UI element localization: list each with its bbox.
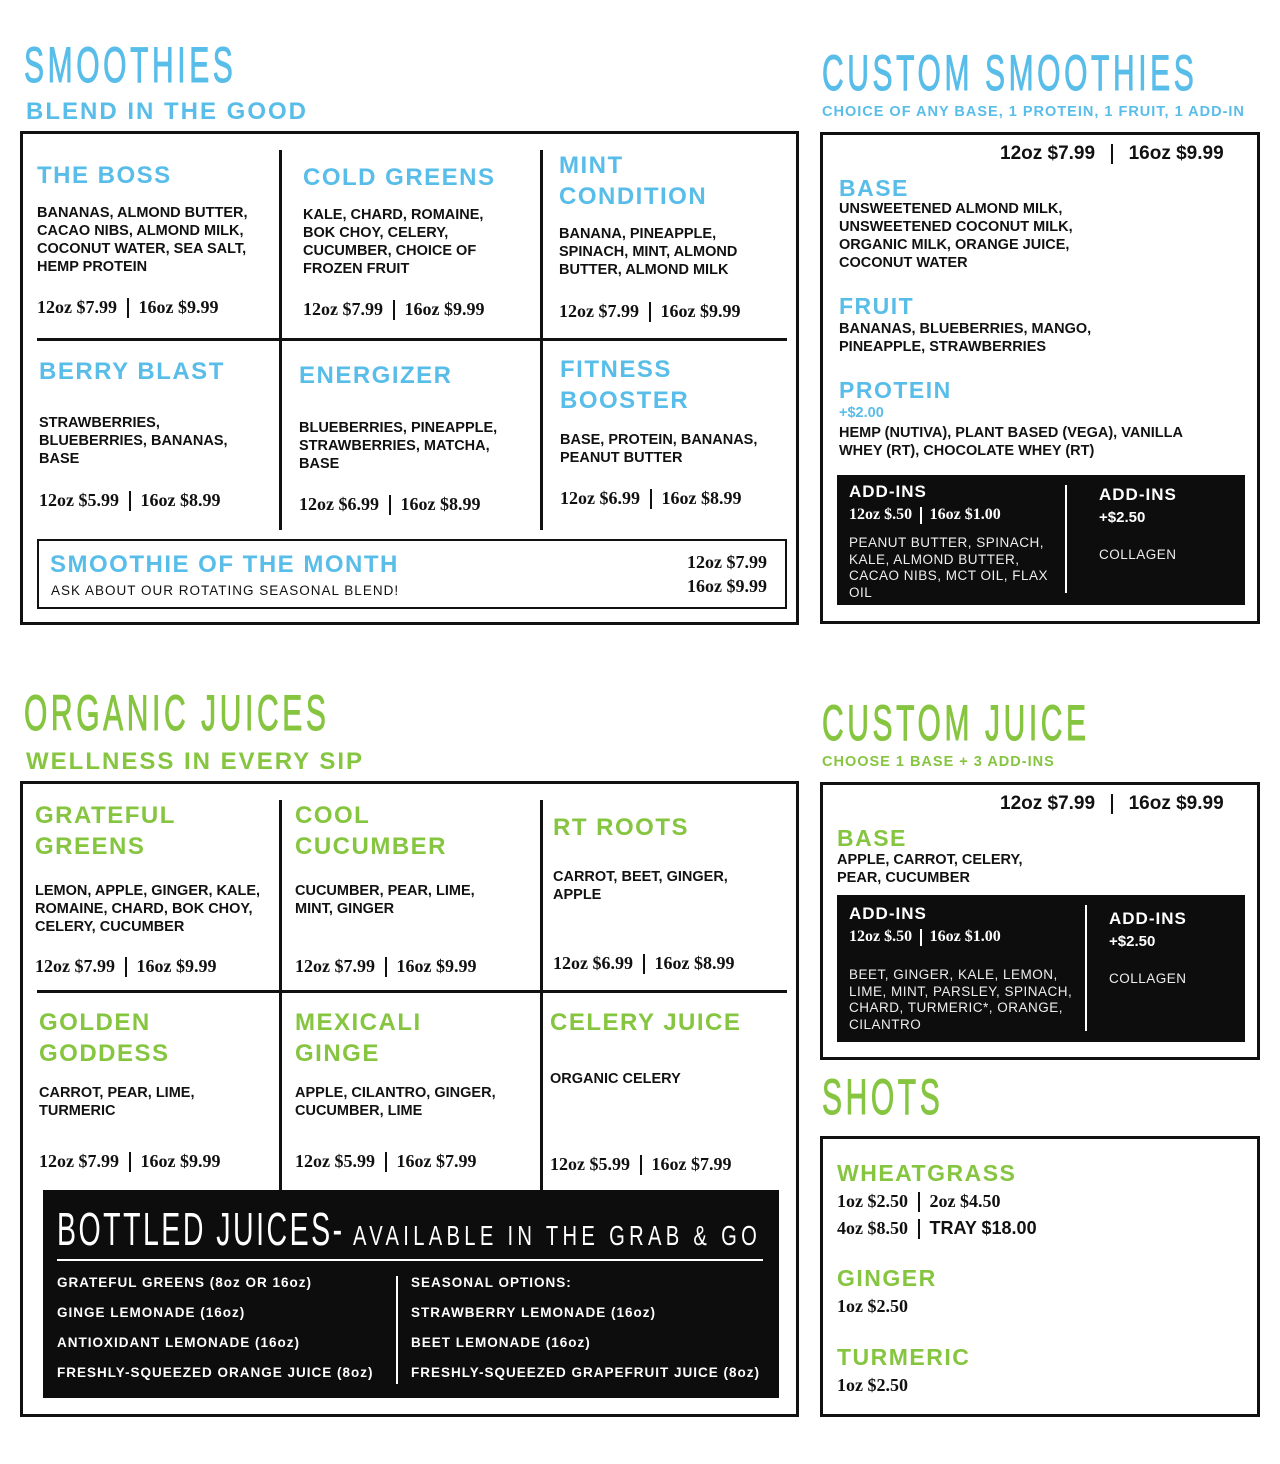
smoothie-of-month-title: SMOOTHIE OF THE MONTH (50, 551, 399, 578)
base-label: BASE (839, 175, 909, 201)
shot-name: GINGER (837, 1265, 937, 1291)
smoothie-of-month-price-16: 16oz $9.99 (687, 576, 767, 596)
menu-item-desc: KALE, CHARD, ROMAINE, BOK CHOY, CELERY, CUCUMBER, CHOICE OF FROZEN FRUIT (303, 207, 484, 277)
menu-item-price: 12oz $7.99 16oz $9.99 (295, 956, 477, 976)
premium-addins-text: COLLAGEN (1109, 971, 1187, 986)
menu-item-name: THE BOSS (37, 162, 172, 189)
menu-item-name: MEXICALI GINGE (295, 1009, 422, 1067)
addins-text: PEANUT BUTTER, SPINACH, KALE, ALMOND BUTTER, CACAO NIBS, MCT OIL, FLAX OIL (849, 535, 1049, 600)
base-text: UNSWEETENED ALMOND MILK, UNSWEETENED COCONUT MILK, ORGANIC MILK, ORANGE JUICE, COCONUT WATER (839, 201, 1073, 271)
bottled-juices-title: BOTTLED JUICES- (57, 1203, 345, 1255)
menu-item-name: COLD GREENS (303, 164, 496, 191)
menu-item-price: 12oz $7.99 16oz $9.99 (303, 299, 485, 319)
premium-addins-price: +$2.50 (1099, 509, 1146, 526)
grid-divider (279, 800, 282, 1190)
smoothie-of-month-desc: ASK ABOUT OUR ROTATING SEASONAL BLEND! (51, 583, 400, 598)
menu-item-price: 12oz $7.99 16oz $9.99 (35, 956, 217, 976)
fruit-text: BANANAS, BLUEBERRIES, MANGO, PINEAPPLE, STRAWBERRIES (839, 321, 1092, 355)
addins-divider (1065, 485, 1067, 593)
addins-label: ADD-INS (849, 904, 927, 923)
custom-juice-price: 12oz $7.99 16oz $9.99 (1000, 793, 1224, 814)
bottled-item: GRATEFUL GREENS (8oz OR 16oz) (57, 1275, 313, 1290)
custom-smoothies-panel (820, 132, 1260, 624)
bottled-item: FRESHLY-SQUEEZED ORANGE JUICE (8oz) (57, 1365, 374, 1380)
menu-item-desc: CARROT, BEET, GINGER, APPLE (553, 869, 728, 903)
juices-title: ORGANIC JUICES (24, 685, 330, 741)
addins-price: 12oz $.50 16oz $1.00 (849, 928, 1001, 945)
shot-name: WHEATGRASS (837, 1160, 1017, 1186)
menu-item-price: 12oz $5.99 16oz $7.99 (295, 1151, 477, 1171)
shot-price: 1oz $2.50 (837, 1296, 908, 1316)
addins-box (837, 895, 1245, 1042)
menu-item-price: 12oz $7.99 16oz $9.99 (37, 297, 219, 317)
custom-smoothies-price: 12oz $7.99 16oz $9.99 (1000, 143, 1224, 164)
menu-item-price: 12oz $5.99 16oz $7.99 (550, 1154, 732, 1174)
menu-item-desc: STRAWBERRIES, BLUEBERRIES, BANANAS, BASE (39, 415, 228, 467)
addins-label: ADD-INS (849, 482, 927, 501)
menu-item-price: 12oz $6.99 16oz $8.99 (560, 488, 742, 508)
menu-item-price: 12oz $7.99 16oz $9.99 (39, 1151, 221, 1171)
custom-smoothies-subtitle: CHOICE OF ANY BASE, 1 PROTEIN, 1 FRUIT, 1 ADD-IN (822, 104, 1245, 120)
menu-item-desc: APPLE, CILANTRO, GINGER, CUCUMBER, LIME (295, 1085, 496, 1119)
juices-panel (20, 781, 799, 1417)
grid-divider (37, 990, 787, 993)
menu-item-price: 12oz $5.99 16oz $8.99 (39, 490, 221, 510)
shot-price: 4oz $8.50 TRAY $18.00 (837, 1218, 1037, 1238)
grid-divider (37, 338, 787, 341)
menu-item-desc: LEMON, APPLE, GINGER, KALE, ROMAINE, CHARD, BOK CHOY, CELERY, CUCUMBER (35, 883, 261, 935)
menu-item-desc: CUCUMBER, PEAR, LIME, MINT, GINGER (295, 883, 475, 917)
bottled-item: STRAWBERRY LEMONADE (16oz) (411, 1305, 657, 1320)
premium-addins-label: ADD-INS (1099, 485, 1177, 504)
shot-name: TURMERIC (837, 1344, 971, 1370)
smoothie-of-month-box (37, 539, 787, 609)
menu-item-name: COOL CUCUMBER (295, 802, 447, 860)
menu-item-desc: BASE, PROTEIN, BANANAS, PEANUT BUTTER (560, 432, 758, 466)
custom-smoothies-title: CUSTOM SMOOTHIES (822, 45, 1198, 101)
bottled-item: BEET LEMONADE (16oz) (411, 1335, 591, 1350)
bottled-underline (57, 1259, 763, 1261)
menu-item-desc: BANANA, PINEAPPLE, SPINACH, MINT, ALMOND BUTTER, ALMOND MILK (559, 226, 738, 278)
bottled-juices-header (57, 1203, 920, 1255)
menu-item-name: GRATEFUL GREENS (35, 802, 176, 860)
bottled-juices-subtitle: AVAILABLE IN THE GRAB & GO (353, 1220, 762, 1251)
smoothies-title: SMOOTHIES (24, 37, 237, 93)
menu-item-name: BERRY BLAST (39, 358, 225, 385)
juices-subtitle: WELLNESS IN EVERY SIP (26, 748, 365, 775)
base-text: APPLE, CARROT, CELERY, PEAR, CUCUMBER (837, 852, 1023, 886)
menu-item-name: MINT CONDITION (559, 152, 708, 210)
custom-juice-subtitle: CHOOSE 1 BASE + 3 ADD-INS (822, 754, 1055, 770)
fruit-label: FRUIT (839, 293, 915, 319)
addins-price: 12oz $.50 16oz $1.00 (849, 506, 1001, 523)
premium-addins-text: COLLAGEN (1099, 547, 1177, 562)
protein-price: +$2.00 (839, 405, 884, 421)
shots-title: SHOTS (822, 1069, 944, 1125)
addins-text: BEET, GINGER, KALE, LEMON, LIME, MINT, PARSLEY, SPINACH, CHARD, TURMERIC*, ORANGE, CILANTRO (849, 967, 1073, 1032)
bottled-item: GINGE LEMONADE (16oz) (57, 1305, 246, 1320)
addins-box (837, 475, 1245, 605)
protein-text: HEMP (NUTIVA), PLANT BASED (VEGA), VANILLA WHEY (RT), CHOCOLATE WHEY (RT) (839, 425, 1183, 459)
menu-item-name: FITNESS BOOSTER (560, 356, 690, 414)
custom-juice-title: CUSTOM JUICE (822, 695, 1090, 751)
grid-divider (540, 800, 543, 1190)
menu-item-desc: CARROT, PEAR, LIME, TURMERIC (39, 1085, 195, 1119)
bottled-juices-box (43, 1190, 779, 1398)
shot-price: 1oz $2.50 2oz $4.50 (837, 1191, 1001, 1211)
menu-item-desc: BANANAS, ALMOND BUTTER, CACAO NIBS, ALMOND MILK, COCONUT WATER, SEA SALT, HEMP PROTEIN (37, 205, 248, 275)
smoothies-subtitle: BLEND IN THE GOOD (26, 98, 309, 125)
menu-item-name: GOLDEN GODDESS (39, 1009, 170, 1067)
menu-item-desc: BLUEBERRIES, PINEAPPLE, STRAWBERRIES, MATCHA, BASE (299, 420, 498, 472)
menu-item-name: RT ROOTS (553, 814, 689, 841)
menu-item-price: 12oz $6.99 16oz $8.99 (553, 953, 735, 973)
bottled-item: ANTIOXIDANT LEMONADE (16oz) (57, 1335, 300, 1350)
addins-divider (1085, 905, 1087, 1031)
menu-item-price: 12oz $6.99 16oz $8.99 (299, 494, 481, 514)
menu-item-name: CELERY JUICE (550, 1009, 742, 1036)
smoothie-of-month-price-12: 12oz $7.99 (687, 552, 767, 572)
premium-addins-label: ADD-INS (1109, 909, 1187, 928)
shots-panel (820, 1136, 1260, 1417)
smoothies-panel (20, 131, 799, 625)
base-label: BASE (837, 825, 907, 851)
menu-item-name: ENERGIZER (299, 362, 453, 389)
bottled-seasonal-label: SEASONAL OPTIONS: (411, 1275, 572, 1290)
bottled-divider (396, 1276, 398, 1384)
protein-label: PROTEIN (839, 377, 952, 403)
menu-item-desc: ORGANIC CELERY (550, 1071, 681, 1087)
menu-item-price: 12oz $7.99 16oz $9.99 (559, 301, 741, 321)
bottled-item: FRESHLY-SQUEEZED GRAPEFRUIT JUICE (8oz) (411, 1365, 761, 1380)
shot-price: 1oz $2.50 (837, 1375, 908, 1395)
custom-juice-panel (820, 782, 1260, 1060)
premium-addins-price: +$2.50 (1109, 933, 1156, 950)
